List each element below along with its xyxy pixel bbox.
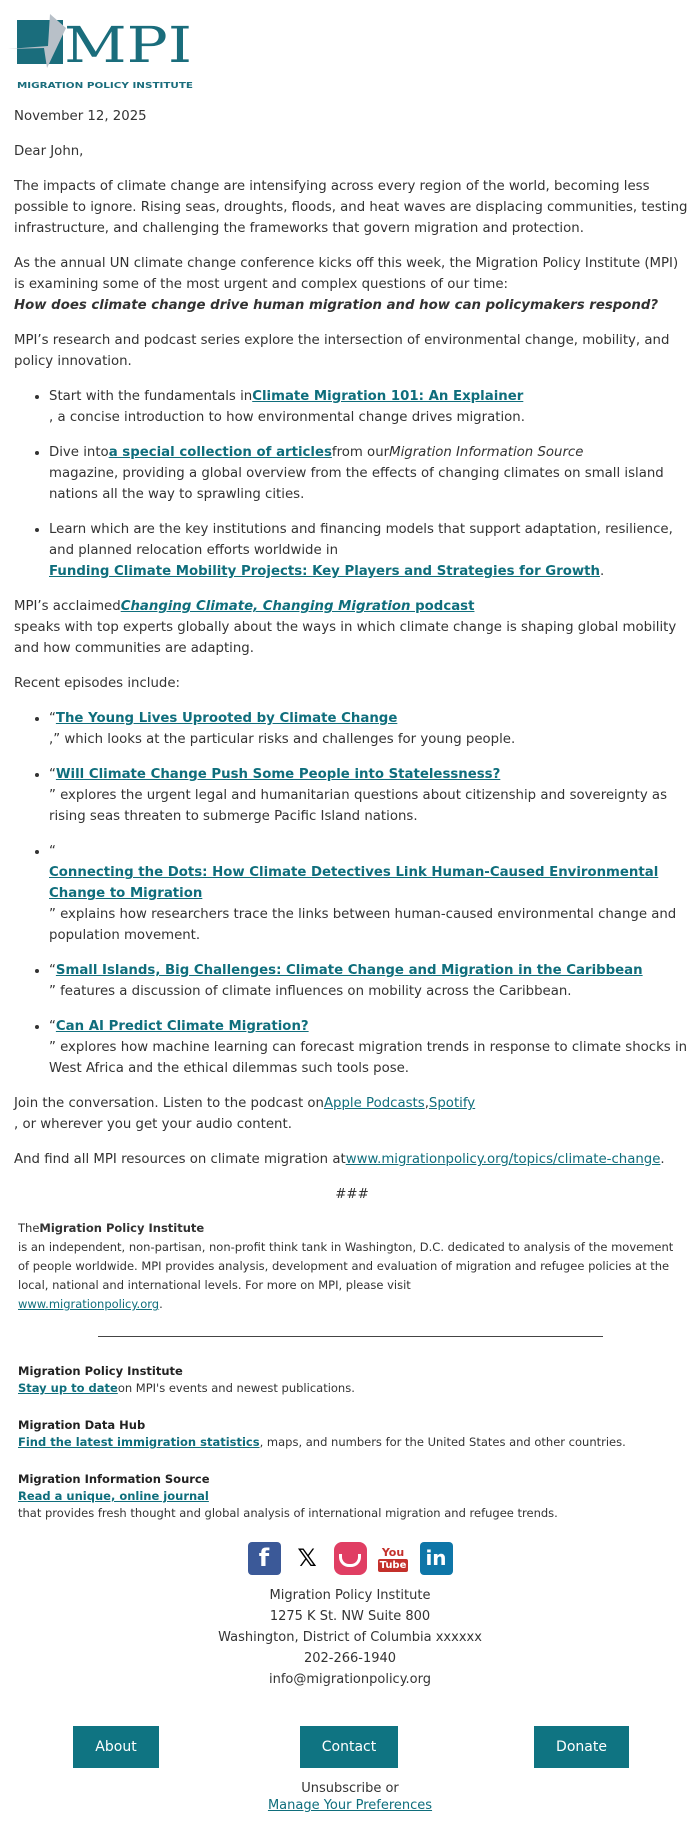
- resource-block: Migration Policy Institute Stay up to dateon MPI's events and newest publications.: [18, 1364, 355, 1395]
- data-hub-link[interactable]: Find the latest immigration statistics: [18, 1435, 260, 1449]
- svg-text:MPI: MPI: [64, 16, 192, 74]
- source-journal-link[interactable]: Read a unique, online journal: [18, 1489, 209, 1503]
- about-mpi: TheMigration Policy Instituteis an independent, non-partisan, non-profit think tank in Washington, D.C. dedicated to analysis of the movement of people worldwide. MPI provides analysis, development and evaluation of migration and refugee policies at the local, national and international levels. For more on MPI, please visitwww.migrationpolicy.org.: [0, 1219, 700, 1314]
- episode-link[interactable]: Small Islands, Big Challenges: Climate Change and Migration in the Caribbean: [55, 963, 643, 978]
- key-question: How does climate change drive human migration and how can policymakers respond?: [14, 298, 659, 313]
- list-item: • “Will Climate Change Push Some People into Statelessness?” explores the urgent legal and humanitarian questions about citizenship and sovereignty as rising seas threaten to submerge Pacific Island nations.: [49, 764, 690, 827]
- date: November 12, 2025: [14, 109, 147, 124]
- conference-text: As the annual UN climate change conference kicks off this week, the Migration Policy Institute (MPI) is examining some of the most urgent and complex questions of our time:: [14, 256, 679, 292]
- greeting: Dear John,: [14, 144, 84, 159]
- city: Washington, District of Columbia xxxxxx: [218, 1630, 482, 1645]
- linkedin-icon[interactable]: in: [420, 1542, 453, 1575]
- list-item: • “The Young Lives Uprooted by Climate Change,” which looks at the particular risks and challenges for young people.: [49, 708, 690, 750]
- logo: [0, 0, 700, 100]
- x-icon[interactable]: 𝕏: [297, 1544, 317, 1572]
- phone: 202-266-1940: [303, 1651, 397, 1666]
- facebook-icon[interactable]: f: [248, 1542, 281, 1575]
- episode-link[interactable]: Connecting the Dots: How Climate Detectives Link Human-Caused Environmental Change to Migration: [49, 865, 659, 901]
- contact-button[interactable]: Contact: [300, 1726, 398, 1768]
- address-block: [0, 1585, 700, 1690]
- list-item: • Start with the fundamentals inClimate Migration 101: An Explainer, a concise introduction to how environmental change drives migration.: [49, 386, 690, 428]
- episode-list: [14, 708, 690, 1079]
- resources-paragraph: And find all MPI resources on climate migration atwww.migrationpolicy.org/topics/climate-change.: [14, 1149, 690, 1170]
- mpi-website-link[interactable]: www.migrationpolicy.org: [18, 1297, 160, 1311]
- unsubscribe: Unsubscribe orManage Your Preferences: [267, 1781, 433, 1813]
- articles-link[interactable]: a special collection of articles: [108, 445, 332, 460]
- spotify-link[interactable]: Spotify: [428, 1096, 476, 1111]
- divider: [98, 1336, 603, 1337]
- podcast-link[interactable]: Changing Climate, Changing Migration podcast: [120, 599, 475, 614]
- research-paragraph: MPI’s research and podcast series explore the intersection of environmental change, mobility, and policy innovation.: [14, 333, 670, 369]
- org-name: Migration Policy Institute: [269, 1588, 431, 1603]
- donate-button[interactable]: Donate: [534, 1726, 629, 1768]
- resource-list: [14, 386, 690, 582]
- podcast-paragraph: MPI’s acclaimedChanging Climate, Changing Migration podcastspeaks with top experts globally about the ways in which climate change is shaping global mobility and how communities are adapting.: [14, 596, 690, 659]
- instagram-icon[interactable]: [334, 1542, 367, 1575]
- youtube-icon[interactable]: You Tube: [379, 1545, 407, 1571]
- episode-link[interactable]: The Young Lives Uprooted by Climate Change: [55, 711, 398, 726]
- list-item: • “Small Islands, Big Challenges: Climate Change and Migration in the Caribbean” features a discussion of climate influences on mobility across the Caribbean.: [49, 960, 690, 1002]
- mpi-logo-icon: [4, 12, 214, 96]
- social-links: [0, 1542, 700, 1575]
- listen-paragraph: Join the conversation. Listen to the podcast onApple Podcasts,Spotify, or wherever you get your audio content.: [14, 1093, 690, 1135]
- list-item: • Dive intoa special collection of articlesfrom ourMigration Information Sourcemagazine, providing a global overview from the effects of changing climates on small island nations all the way to sprawling cities.: [49, 442, 690, 505]
- explainer-link[interactable]: Climate Migration 101: An Explainer: [252, 389, 524, 404]
- footer-buttons: [0, 1726, 700, 1770]
- svg-text:MIGRATION POLICY INSTITUTE: MIGRATION POLICY INSTITUTE: [17, 81, 193, 90]
- conference-paragraph: [14, 253, 690, 316]
- manage-preferences-link[interactable]: Manage Your Preferences: [267, 1798, 433, 1813]
- stay-up-to-date-link[interactable]: Stay up to date: [18, 1381, 118, 1395]
- resource-block: Migration Data Hub Find the latest immigration statistics, maps, and numbers for the United States and other countries.: [18, 1418, 626, 1449]
- separator: ###: [335, 1187, 369, 1202]
- climate-topic-link[interactable]: www.migrationpolicy.org/topics/climate-change: [345, 1152, 661, 1167]
- list-item: • Learn which are the key institutions and financing models that support adaptation, resilience, and planned relocation efforts worldwide inFunding Climate Mobility Projects: Key Players and Strategies for Growth.: [49, 519, 690, 582]
- episodes-heading: Recent episodes include:: [14, 676, 180, 691]
- street: 1275 K St. NW Suite 800: [269, 1609, 431, 1624]
- about-button[interactable]: About: [73, 1726, 159, 1768]
- intro-paragraph: The impacts of climate change are intensifying across every region of the world, becoming less possible to ignore. Rising seas, droughts, floods, and heat waves are displacing communities, testing infrastructure, and challenging the frameworks that govern migration and protection.: [14, 179, 688, 236]
- apple-podcasts-link[interactable]: Apple Podcasts: [323, 1096, 425, 1111]
- list-item: • “Connecting the Dots: How Climate Detectives Link Human-Caused Environmental Change to Migration” explains how researchers trace the links between human-caused environmental change and population movement.: [49, 841, 690, 946]
- episode-link[interactable]: Can AI Predict Climate Migration?: [55, 1019, 309, 1034]
- list-item: • “Can AI Predict Climate Migration?” explores how machine learning can forecast migration trends in response to climate shocks in West Africa and the ethical dilemmas such tools pose.: [49, 1016, 690, 1079]
- email: info@migrationpolicy.org: [269, 1672, 431, 1687]
- episode-link[interactable]: Will Climate Change Push Some People into Statelessness?: [55, 767, 501, 782]
- resource-block: Migration Information Source Read a unique, online journalthat provides fresh thought and global analysis of international migration and refugee trends.: [18, 1472, 558, 1520]
- funding-link[interactable]: Funding Climate Mobility Projects: Key Players and Strategies for Growth: [49, 564, 600, 579]
